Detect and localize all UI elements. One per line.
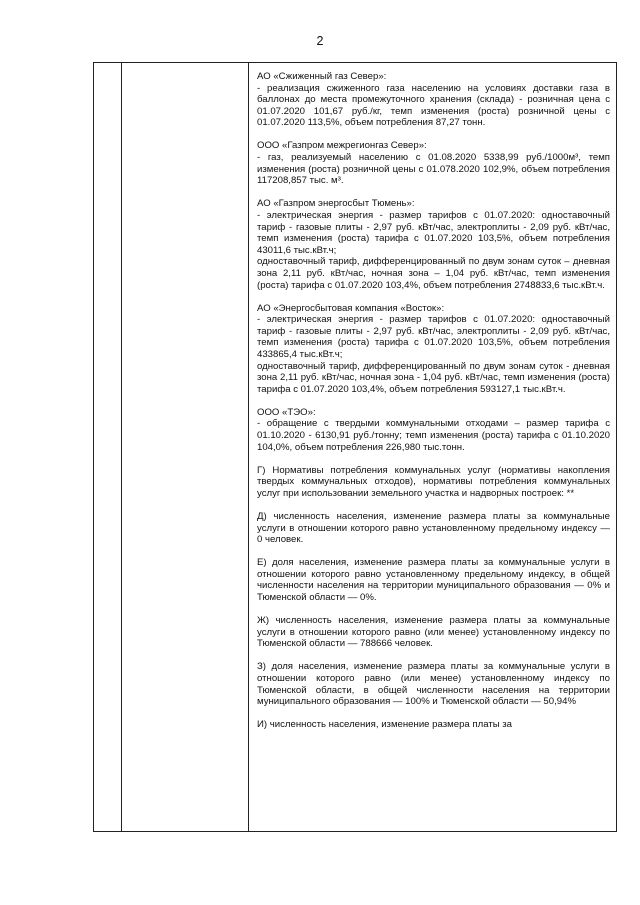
- block-title: АО «Газпром энергосбыт Тюмень»:: [257, 198, 415, 210]
- block-paragraph: Г) Нормативы потребления коммунальных услуг (нормативы накопления твердых коммунальных отходов), нормативы потребления коммунальных услуг при использовании земельного участка и надворных построек: **: [257, 464, 610, 499]
- document-table: [93, 62, 617, 832]
- text-block: [257, 198, 610, 291]
- text-block: [257, 407, 610, 453]
- block-paragraph: одноставочный тариф, дифференцированный по двум зонам суток - дневная зона 2,11 руб. кВт/час, ночная зона - 1,04 руб. кВт/час, темп изменения (роста) тарифа с 01.07.2020 103,4%, объем потребления 593127,1 тыс.кВт.ч.: [257, 360, 610, 395]
- block-paragraph: Е) доля населения, изменение размера платы за коммунальные услуги в отношении которого равно установленному предельному индексу, в общей численности населения на территории муниципального образования — 0% и Тюменской области — 0%.: [257, 557, 610, 604]
- block-title: ООО «ТЭО»:: [257, 406, 316, 418]
- page-number: 2: [316, 34, 324, 48]
- text-block: [257, 511, 610, 546]
- text-block: [257, 719, 610, 731]
- block-paragraph: - электрическая энергия - размер тарифов с 01.07.2020: одноставочный тариф - газовые плиты - 2,97 руб. кВт/час, электроплиты - 2,09 руб. кВт/час, темп изменения (роста) тарифа с 01.07.2020 103,5%, объем потребления 433865,4 тыс.кВт.ч;: [257, 314, 610, 360]
- text-block: [257, 303, 610, 396]
- text-cell: [257, 71, 610, 742]
- block-title: ООО «Газпром межрегионгаз Север»:: [257, 140, 427, 152]
- block-paragraph: И) численность населения, изменение размера платы за: [257, 719, 513, 731]
- text-block: [257, 465, 610, 500]
- column-divider-1: [121, 63, 122, 831]
- column-divider-2: [248, 63, 249, 831]
- block-paragraph: Ж) численность населения, изменение размера платы за коммунальные услуги в отношении которого равно (или менее) установленному индексу по Тюменской области — 788666 человек.: [257, 615, 610, 650]
- text-block: [257, 71, 610, 129]
- text-block: [257, 661, 610, 707]
- block-paragraph: З) доля населения, изменение размера платы за коммунальные услуги в отношении которого равно (или менее) установленному индексу по Тюменской области, в общей численности населения на территории муниципального образования — 100% и Тюменской области — 50,94%: [257, 661, 610, 708]
- text-block: [257, 557, 610, 603]
- block-paragraph: - реализация сжиженного газа населению на условиях доставки газа в баллонах до места промежуточного хранения (склада) - розничная цена с 01.07.2020 101,67 руб./кг, темп изменения (роста) розничной цены с 01.07.2020 113,5%, объем потребления 87,27 тонн.: [257, 82, 610, 129]
- text-block: [257, 615, 610, 650]
- block-paragraph: Д) численность населения, изменение размера платы за коммунальные услуги в отношении которого равно установленному предельному индексу — 0 человек.: [257, 511, 610, 546]
- block-title: АО «Сжиженный газ Север»:: [257, 71, 387, 82]
- block-paragraph: - обращение с твердыми коммунальными отходами – размер тарифа с 01.10.2020 - 6130,91 руб./тонну; темп изменения (роста) тарифа с 01.10.2020 104,0%, объем потребления 226,980 тыс.тонн.: [257, 418, 610, 453]
- block-paragraph: - газ, реализуемый населению с 01.08.2020 5338,99 руб./1000м³, темп изменения (роста) розничной цены с 01.078.2020 102,9%, объем потребления 117208,857 тыс. м³.: [257, 152, 610, 187]
- block-title: АО «Энергосбытовая компания «Восток»:: [257, 302, 445, 314]
- block-paragraph: - электрическая энергия - размер тарифов с 01.07.2020: одноставочный тариф - газовые плиты - 2,97 руб. кВт/час, электроплиты - 2,09 руб. кВт/час, темп изменения (роста) тарифа с 01.07.2020 103,5%, объем потребления 43011,6 тыс.кВт.ч;: [257, 209, 610, 256]
- block-paragraph: одноставочный тариф, дифференцированный по двум зонам суток – дневная зона 2,11 руб. кВт/час, ночная зона – 1,04 руб. кВт/час, темп изменения (роста) тарифа с 01.07.2020 103,4%, объем потребления 2748833,6 тыс.кВт.ч.: [257, 256, 610, 291]
- text-block: [257, 140, 610, 186]
